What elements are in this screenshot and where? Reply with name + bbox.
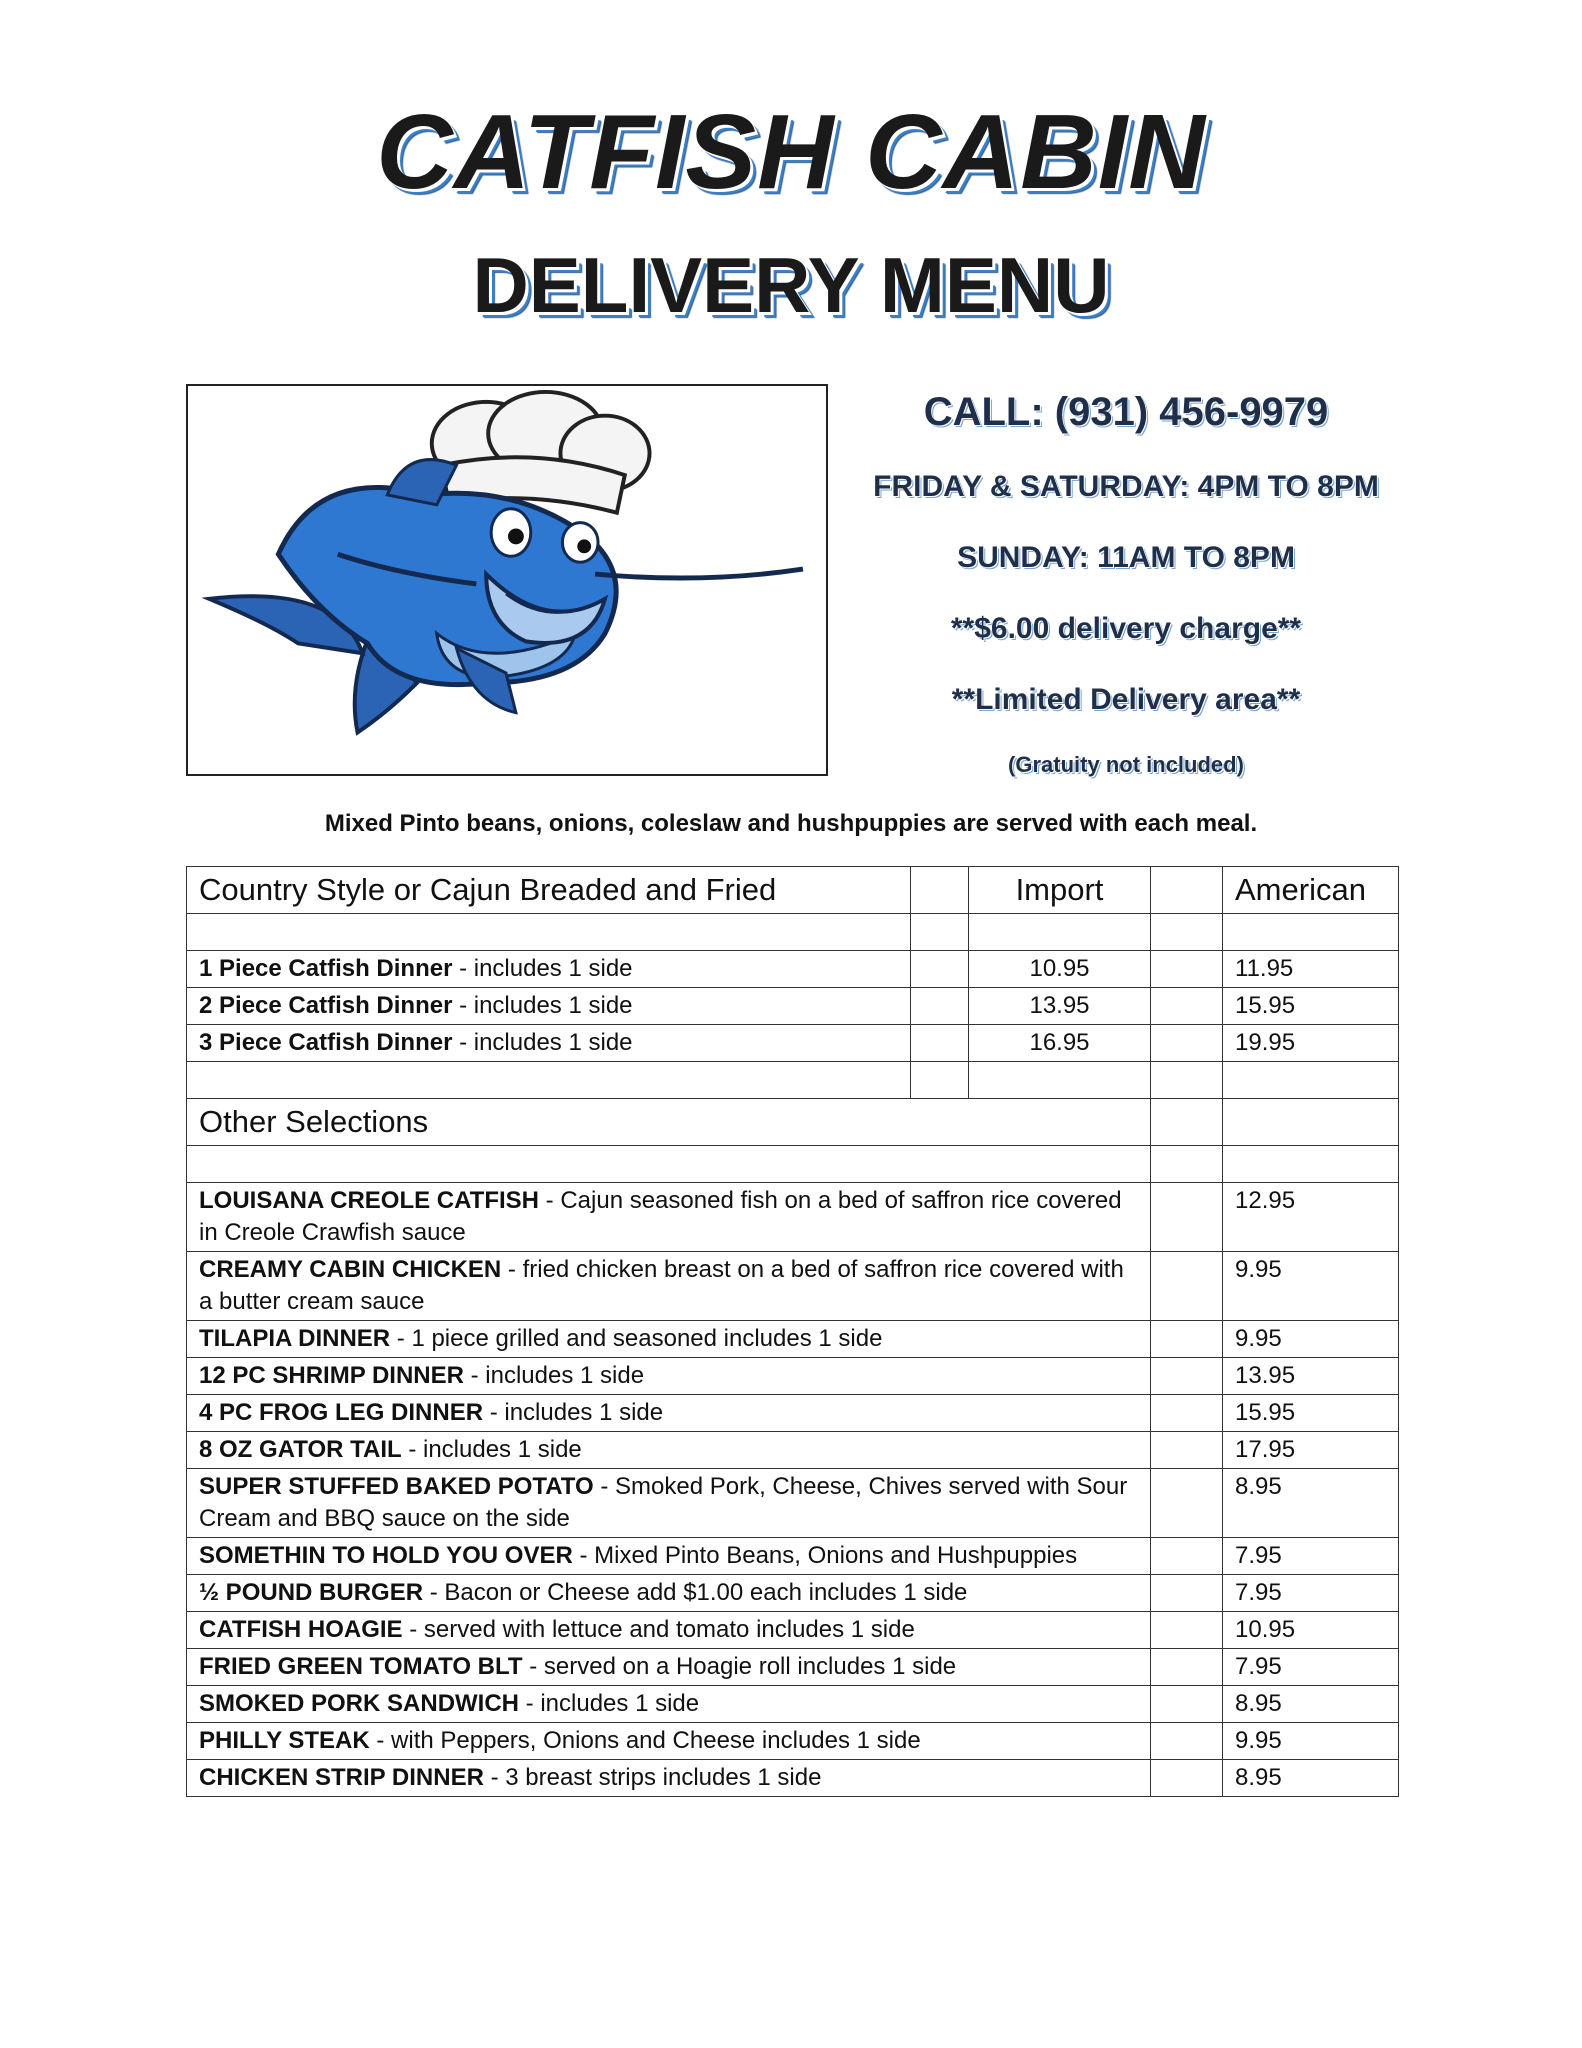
table-row: [187, 1469, 1399, 1538]
item-cell: 4 PC FROG LEG DINNER - includes 1 side: [187, 1395, 1151, 1432]
price: 7.95: [1223, 1575, 1399, 1612]
american-price: 15.95: [1223, 988, 1399, 1025]
import-price: 13.95: [969, 988, 1151, 1025]
menu-title: CATFISH CABIN: [376, 93, 1206, 211]
item-cell: 12 PC SHRIMP DINNER - includes 1 side: [187, 1358, 1151, 1395]
table-row: [187, 1432, 1399, 1469]
price: 8.95: [1223, 1760, 1399, 1797]
table-row: [187, 1649, 1399, 1686]
section2-header-row: [187, 1099, 1399, 1146]
item-cell: PHILLY STEAK - with Peppers, Onions and Cheese includes 1 side: [187, 1723, 1151, 1760]
item-cell: CREAMY CABIN CHICKEN - fried chicken breast on a bed of saffron rice covered with a butter cream sauce: [187, 1252, 1151, 1321]
spacer-row: [187, 1062, 1399, 1099]
table-row: [187, 1575, 1399, 1612]
delivery-area: **Limited Delivery area**: [951, 683, 1301, 716]
table-row: [187, 1686, 1399, 1723]
hours-sunday: SUNDAY: 11AM TO 8PM: [957, 541, 1295, 574]
item-cell: ½ POUND BURGER - Bacon or Cheese add $1.00 each includes 1 side: [187, 1575, 1151, 1612]
import-price: 16.95: [969, 1025, 1151, 1062]
item-cell: 8 OZ GATOR TAIL - includes 1 side: [187, 1432, 1151, 1469]
item-cell: SOMETHIN TO HOLD YOU OVER - Mixed Pinto Beans, Onions and Hushpuppies: [187, 1538, 1151, 1575]
section1-heading: Country Style or Cajun Breaded and Fried: [187, 867, 911, 914]
american-column-header: American: [1223, 867, 1399, 914]
logo-frame: [186, 384, 828, 776]
price: 12.95: [1223, 1183, 1399, 1252]
item-cell: TILAPIA DINNER - 1 piece grilled and seasoned includes 1 side: [187, 1321, 1151, 1358]
menu-table: [186, 866, 1399, 1797]
table-row: [187, 1723, 1399, 1760]
phone-number[interactable]: CALL: (931) 456-9979: [923, 390, 1329, 434]
hours-fri-sat: FRIDAY & SATURDAY: 4PM TO 8PM: [873, 470, 1379, 503]
price: 13.95: [1223, 1358, 1399, 1395]
price: 7.95: [1223, 1649, 1399, 1686]
table-row: [187, 1025, 1399, 1062]
section1-header-row: [187, 867, 1399, 914]
import-price: 10.95: [969, 951, 1151, 988]
price: 15.95: [1223, 1395, 1399, 1432]
table-row: [187, 1395, 1399, 1432]
price: 8.95: [1223, 1469, 1399, 1538]
import-column-header: Import: [969, 867, 1151, 914]
spacer-row: [187, 1146, 1399, 1183]
table-row: [187, 1252, 1399, 1321]
table-row: [187, 951, 1399, 988]
price: 17.95: [1223, 1432, 1399, 1469]
item-cell: 3 Piece Catfish Dinner - includes 1 side: [187, 1025, 911, 1062]
price: 10.95: [1223, 1612, 1399, 1649]
item-cell: 2 Piece Catfish Dinner - includes 1 side: [187, 988, 911, 1025]
served-with-note: Mixed Pinto beans, onions, coleslaw and hushpuppies are served with each meal.: [324, 810, 1258, 837]
gratuity-note: (Gratuity not included): [1008, 752, 1244, 777]
table-row: [187, 1358, 1399, 1395]
catfish-chef-icon: [188, 386, 826, 774]
section2-heading: Other Selections: [187, 1099, 1151, 1146]
price: 8.95: [1223, 1686, 1399, 1723]
table-row: [187, 988, 1399, 1025]
delivery-charge: **$6.00 delivery charge**: [950, 612, 1302, 645]
price: 9.95: [1223, 1252, 1399, 1321]
price: 9.95: [1223, 1321, 1399, 1358]
table-row: [187, 1612, 1399, 1649]
menu-subtitle: DELIVERY MENU: [472, 241, 1110, 329]
item-cell: CHICKEN STRIP DINNER - 3 breast strips includes 1 side: [187, 1760, 1151, 1797]
item-cell: SMOKED PORK SANDWICH - includes 1 side: [187, 1686, 1151, 1723]
item-cell: CATFISH HOAGIE - served with lettuce and tomato includes 1 side: [187, 1612, 1151, 1649]
item-cell: SUPER STUFFED BAKED POTATO - Smoked Pork, Cheese, Chives served with Sour Cream and BBQ sauce on the side: [187, 1469, 1151, 1538]
price: 7.95: [1223, 1538, 1399, 1575]
item-cell: 1 Piece Catfish Dinner - includes 1 side: [187, 951, 911, 988]
table-row: [187, 1183, 1399, 1252]
table-row: [187, 1760, 1399, 1797]
american-price: 19.95: [1223, 1025, 1399, 1062]
item-cell: FRIED GREEN TOMATO BLT - served on a Hoagie roll includes 1 side: [187, 1649, 1151, 1686]
table-row: [187, 1321, 1399, 1358]
price: 9.95: [1223, 1723, 1399, 1760]
american-price: 11.95: [1223, 951, 1399, 988]
spacer-row: [187, 914, 1399, 951]
item-cell: LOUISANA CREOLE CATFISH - Cajun seasoned fish on a bed of saffron rice covered in Creole Crawfish sauce: [187, 1183, 1151, 1252]
table-row: [187, 1538, 1399, 1575]
